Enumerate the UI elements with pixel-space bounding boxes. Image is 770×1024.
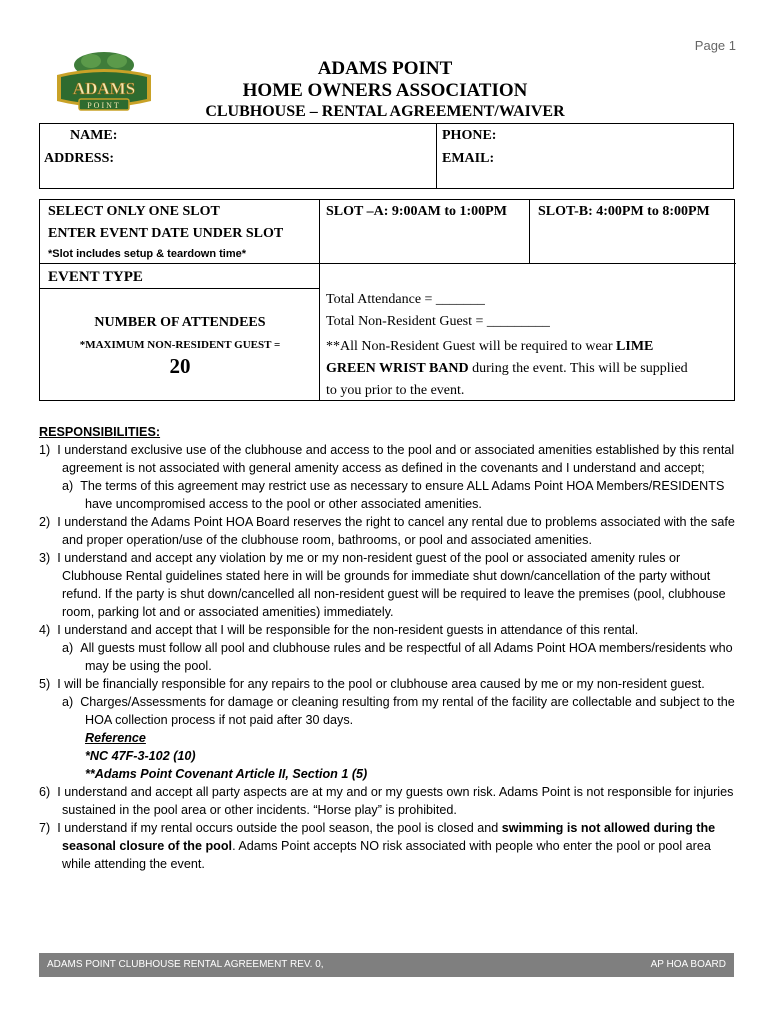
list-item: 3) I understand and accept any violation by me or my non-resident guest of the pool or associated amenity rules or Clubhouse Rental guidelines stated here in will be grounds for immediate shut down/cancellation of the party without refund. If the party is shut down/cancelled all non-resident guest will be required to leave the premises (pool, clubhouse room, parking lot and or associated amenities) immediately. xyxy=(39,551,726,619)
list-item: 6) I understand and accept all party aspects are at my and or my guests own risk. Adams Point is not responsible for injuries sustained in the pool area or other incidents. “Horse play” is prohibited. xyxy=(39,785,734,817)
title-agreement: CLUBHOUSE – RENTAL AGREEMENT/WAIVER xyxy=(205,103,565,120)
page-number: Page 1 xyxy=(694,38,736,53)
address-label: ADDRESS: xyxy=(44,151,115,166)
reference-heading: Reference xyxy=(85,731,146,745)
logo-text-point: POINT xyxy=(87,101,121,110)
email-label: EMAIL: xyxy=(442,151,495,166)
enter-date-label: ENTER EVENT DATE UNDER SLOT xyxy=(48,226,284,241)
event-type-label: EVENT TYPE xyxy=(48,269,143,285)
slot-a-label: SLOT –A: 9:00AM to 1:00PM xyxy=(326,204,507,219)
phone-label: PHONE: xyxy=(442,128,497,143)
max-guest-value: 20 xyxy=(169,354,191,378)
list-item: 5) I will be financially responsible for any repairs to the pool or clubhouse area caused by me or my non-resident guest. xyxy=(39,677,705,691)
list-item: 1) I understand exclusive use of the clubhouse and access to the pool and or associated amenities established by this rental agreement is not associated with general amenity access as defined in the covenants and I understand and accept; xyxy=(39,443,735,475)
list-item: a) The terms of this agreement may restrict use as necessary to ensure ALL Adams Point HOA Members/RESIDENTS have uncompromised access to the pool or other associated amenities. xyxy=(62,479,725,511)
reference-covenant: **Adams Point Covenant Article II, Section 1 (5) xyxy=(85,767,368,781)
list-item: 7) I understand if my rental occurs outside the pool season, the pool is closed and swimming is not allowed during the seasonal closure of the pool. Adams Point accepts NO risk associated with people who enter the pool or pool area while attending the event. xyxy=(39,821,716,871)
list-item: a) Charges/Assessments for damage or cleaning resulting from my rental of the facility are collectable and subject to the HOA collection process if not paid after 30 days. xyxy=(62,695,735,727)
slot-table xyxy=(39,199,735,401)
list-item: a) All guests must follow all pool and clubhouse rules and be respectful of all Adams Point HOA members/residents who may be using the pool. xyxy=(62,641,733,673)
footer-bar xyxy=(39,953,734,977)
logo-text-adams: ADAMS xyxy=(72,79,136,98)
wristband-note: **All Non-Resident Guest will be required to wear LIME GREEN WRIST BAND during the event. This will be supplied to you prior to the event. xyxy=(326,339,688,398)
reference-nc: *NC 47F-3-102 (10) xyxy=(85,749,196,763)
max-guest-label: *MAXIMUM NON-RESIDENT GUEST = xyxy=(79,339,281,351)
total-nonresident: Total Non-Resident Guest = _________ xyxy=(326,314,550,329)
slot-note: *Slot includes setup & teardown time* xyxy=(48,248,247,260)
responsibilities-heading: RESPONSIBILITIES: xyxy=(39,425,161,439)
contact-info-table xyxy=(39,123,734,189)
title-hoa: HOME OWNERS ASSOCIATION xyxy=(242,80,528,101)
responsibilities-section xyxy=(39,423,739,873)
list-item: 2) I understand the Adams Point HOA Board reserves the right to cancel any rental due to problems associated with the safe and proper operation/use of the clubhouse room, bathrooms, or pool and associated amenities. xyxy=(39,515,735,547)
attendees-label: NUMBER OF ATTENDEES xyxy=(94,315,266,330)
slot-b-label: SLOT-B: 4:00PM to 8:00PM xyxy=(538,204,710,219)
list-item: 4) I understand and accept that I will be responsible for the non-resident guests in attendance of this rental. xyxy=(39,623,639,637)
name-label: NAME: xyxy=(70,128,118,143)
title-adams-point: ADAMS POINT xyxy=(317,58,453,79)
total-attendance: Total Attendance = _______ xyxy=(326,292,485,307)
footer-right: AP HOA BOARD xyxy=(650,959,726,970)
footer-left: ADAMS POINT CLUBHOUSE RENTAL AGREEMENT REV. 0, xyxy=(47,959,324,970)
select-slot-label: SELECT ONLY ONE SLOT xyxy=(48,204,220,219)
